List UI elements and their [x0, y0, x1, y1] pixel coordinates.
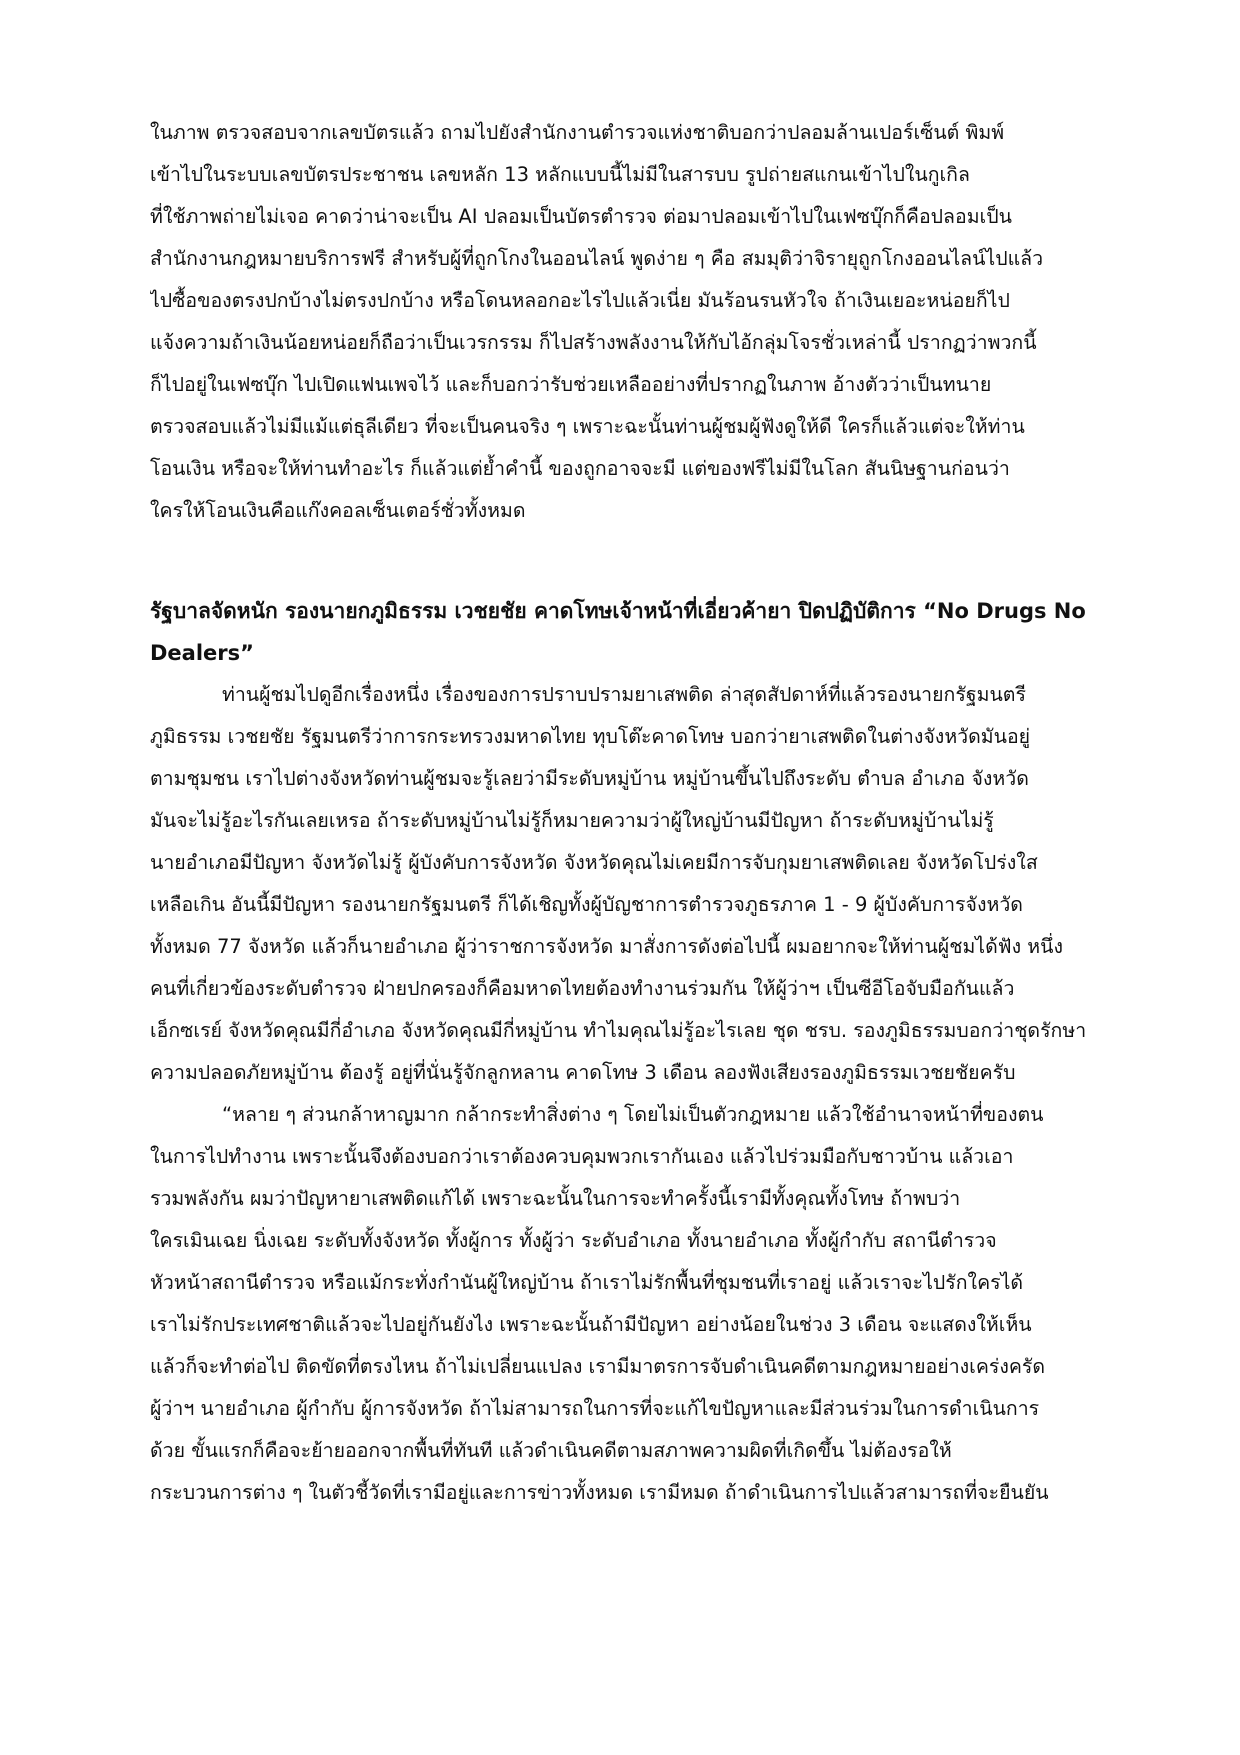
section-gap: [150, 532, 1092, 590]
text-line: ในภาพ ตรวจสอบจากเลขบัตรแล้ว ถามไปยังสำนักงานตำรวจแห่งชาติบอกว่าปลอมล้านเปอร์เซ็นต์ พิมพ์: [150, 121, 1005, 144]
text-line: สำนักงานกฎหมายบริการฟรี สำหรับผู้ที่ถูกโกงในออนไลน์ พูดง่าย ๆ คือ สมมุติว่าจิรายุถูกโกงออนไลน์ไปแล้ว: [150, 247, 1044, 270]
text-line: “หลาย ๆ ส่วนกล้าหาญมาก กล้ากระทำสิ่งต่าง ๆ โดยไม่เป็นตัวกฎหมาย แล้วใช้อำนาจหน้าที่ของตน: [222, 1103, 1044, 1126]
text-line: แล้วก็จะทำต่อไป ติดขัดที่ตรงไหน ถ้าไม่เปลี่ยนแปลง เรามีมาตรการจับดำเนินคดีตามกฎหมายอย่างเคร่งครัด: [150, 1355, 1046, 1378]
text-line: เหลือเกิน อันนี้มีปัญหา รองนายกรัฐมนตรี ก็ได้เชิญทั้งผู้บัญชาการตำรวจภูธรภาค 1 - 9 ผู้บังคับการจังหวัด: [150, 893, 1023, 916]
document-page: [150, 112, 1092, 1514]
text-line: ผู้ว่าฯ นายอำเภอ ผู้กำกับ ผู้การจังหวัด ถ้าไม่สามารถในการที่จะแก้ไขปัญหาและมีส่วนร่วมในการดำเนินการ: [150, 1397, 1040, 1420]
text-line: เราไม่รักประเทศชาติแล้วจะไปอยู่กันยังไง เพราะฉะนั้นถ้ามีปัญหา อย่างน้อยในช่วง 3 เดือน จะแสดงให้เห็น: [150, 1313, 1032, 1336]
paragraph-quote: [150, 1094, 1092, 1514]
text-line: ตามชุมชน เราไปต่างจังหวัดท่านผู้ชมจะรู้เลยว่ามีระดับหมู่บ้าน หมู่บ้านขึ้นไปถึงระดับ ตำบล อำเภอ จังหวัด: [150, 767, 1029, 790]
text-line: คนที่เกี่ยวข้องระดับตำรวจ ฝ่ายปกครองก็คือมหาดไทยต้องทำงานร่วมกัน ให้ผู้ว่าฯ เป็นซีอีโอจับมือกันแล้ว: [150, 977, 1015, 1000]
text-line: ก็ไปอยู่ในเฟซบุ๊ก ไปเปิดแฟนเพจไว้ และก็บอกว่ารับช่วยเหลืออย่างที่ปรากฏในภาพ อ้างตัวว่าเป็นทนาย: [150, 373, 992, 396]
text-line: ท่านผู้ชมไปดูอีกเรื่องหนึ่ง เรื่องของการปราบปรามยาเสพติด ล่าสุดสัปดาห์ที่แล้วรองนายกรัฐมนตรี: [222, 683, 1026, 706]
text-line: รวมพลังกัน ผมว่าปัญหายาเสพติดแก้ได้ เพราะฉะนั้นในการจะทำครั้งนี้เรามีทั้งคุณทั้งโทษ ถ้าพบว่า: [150, 1187, 961, 1210]
text-line: ทั้งหมด 77 จังหวัด แล้วก็นายอำเภอ ผู้ว่าราชการจังหวัด มาสั่งการดังต่อไปนี้ ผมอยากจะให้ท่านผู้ชมได้ฟัง หนึ่ง: [150, 935, 1063, 958]
text-line: ที่ใช้ภาพถ่ายไม่เจอ คาดว่าน่าจะเป็น AI ปลอมเป็นบัตรตำรวจ ต่อมาปลอมเข้าไปในเฟซบุ๊กก็คือปลอมเป็น: [150, 205, 1012, 228]
text-line: นายอำเภอมีปัญหา จังหวัดไม่รู้ ผู้บังคับการจังหวัด จังหวัดคุณไม่เคยมีการจับกุมยาเสพติดเลย จังหวัดโปร่งใส: [150, 851, 1038, 874]
paragraph-drug-crackdown: [150, 674, 1092, 1094]
heading-line: รัฐบาลจัดหนัก รองนายกภูมิธรรม เวชยชัย คาดโทษเจ้าหน้าที่เอี่ยวค้ายา ปิดปฏิบัติการ “No Drugs No: [150, 599, 1086, 623]
text-line: เอ็กซเรย์ จังหวัดคุณมีกี่อำเภอ จังหวัดคุณมีกี่หมู่บ้าน ทำไมคุณไม่รู้อะไรเลย ชุด ชรบ. รองภูมิธรรมบอกว่าชุดรักษา: [150, 1019, 1087, 1042]
paragraph-fraud-warning: [150, 112, 1092, 532]
text-line: หัวหน้าสถานีตำรวจ หรือแม้กระทั่งกำนันผู้ใหญ่บ้าน ถ้าเราไม่รักพื้นที่ชุมชนที่เราอยู่ แล้วเราจะไปรักใครได้: [150, 1271, 1024, 1294]
text-line: ใครเมินเฉย นิ่งเฉย ระดับทั้งจังหวัด ทั้งผู้การ ทั้งผู้ว่า ระดับอำเภอ ทั้งนายอำเภอ ทั้งผู้กำกับ สถานีตำรวจ: [150, 1229, 997, 1252]
text-line: โอนเงิน หรือจะให้ท่านทำอะไร ก็แล้วแต่ย้ำคำนี้ ของถูกอาจจะมี แต่ของฟรีไม่มีในโลก สันนิษฐานก่อนว่า: [150, 457, 1010, 480]
text-line: ไปซื้อของตรงปกบ้างไม่ตรงปกบ้าง หรือโดนหลอกอะไรไปแล้วเนี่ย มันร้อนรนหัวใจ ถ้าเงินเยอะหน่อยก็ไป: [150, 289, 1010, 312]
text-line: แจ้งความถ้าเงินน้อยหน่อยก็ถือว่าเป็นเวรกรรม ก็ไปสร้างพลังงานให้กับไอ้กลุ่มโจรชั่วเหล่านี้ ปรากฏว่าพวกนี้: [150, 331, 1037, 354]
text-line: ด้วย ขั้นแรกก็คือจะย้ายออกจากพื้นที่ทันที แล้วดำเนินคดีตามสภาพความผิดที่เกิดขึ้น ไม่ต้องรอให้: [150, 1439, 952, 1462]
text-line: ตรวจสอบแล้วไม่มีแม้แต่ธุลีเดียว ที่จะเป็นคนจริง ๆ เพราะฉะนั้นท่านผู้ชมผู้ฟังดูให้ดี ใครก็แล้วแต่จะให้ท่าน: [150, 415, 1025, 438]
text-line: เข้าไปในระบบเลขบัตรประชาชน เลขหลัก 13 หลักแบบนี้ไม่มีในสารบบ รูปถ่ายสแกนเข้าไปในกูเกิล: [150, 163, 970, 186]
heading-line: Dealers”: [150, 641, 254, 665]
text-line: ใครให้โอนเงินคือแก๊งคอลเซ็นเตอร์ชั่วทั้งหมด: [150, 499, 526, 522]
text-line: ความปลอดภัยหมู่บ้าน ต้องรู้ อยู่ที่นั่นรู้จักลูกหลาน คาดโทษ 3 เดือน ลองฟังเสียงรองภูมิธรรมเวชยชัยครับ: [150, 1061, 1016, 1084]
text-line: ภูมิธรรม เวชยชัย รัฐมนตรีว่าการกระทรวงมหาดไทย ทุบโต๊ะคาดโทษ บอกว่ายาเสพติดในต่างจังหวัดมันอยู่: [150, 725, 1031, 748]
text-line: มันจะไม่รู้อะไรกันเลยเหรอ ถ้าระดับหมู่บ้านไม่รู้ก็หมายความว่าผู้ใหญ่บ้านมีปัญหา ถ้าระดับหมู่บ้านไม่รู้: [150, 809, 994, 832]
text-line: กระบวนการต่าง ๆ ในตัวชี้วัดที่เรามีอยู่และการข่าวทั้งหมด เรามีหมด ถ้าดำเนินการไปแล้วสามารถที่จะยืนยัน: [150, 1481, 1049, 1504]
section-heading: [150, 590, 1092, 674]
text-line: ในการไปทำงาน เพราะนั้นจึงต้องบอกว่าเราต้องควบคุมพวกเรากันเอง แล้วไปร่วมมือกับชาวบ้าน แล้วเอา: [150, 1145, 1014, 1168]
